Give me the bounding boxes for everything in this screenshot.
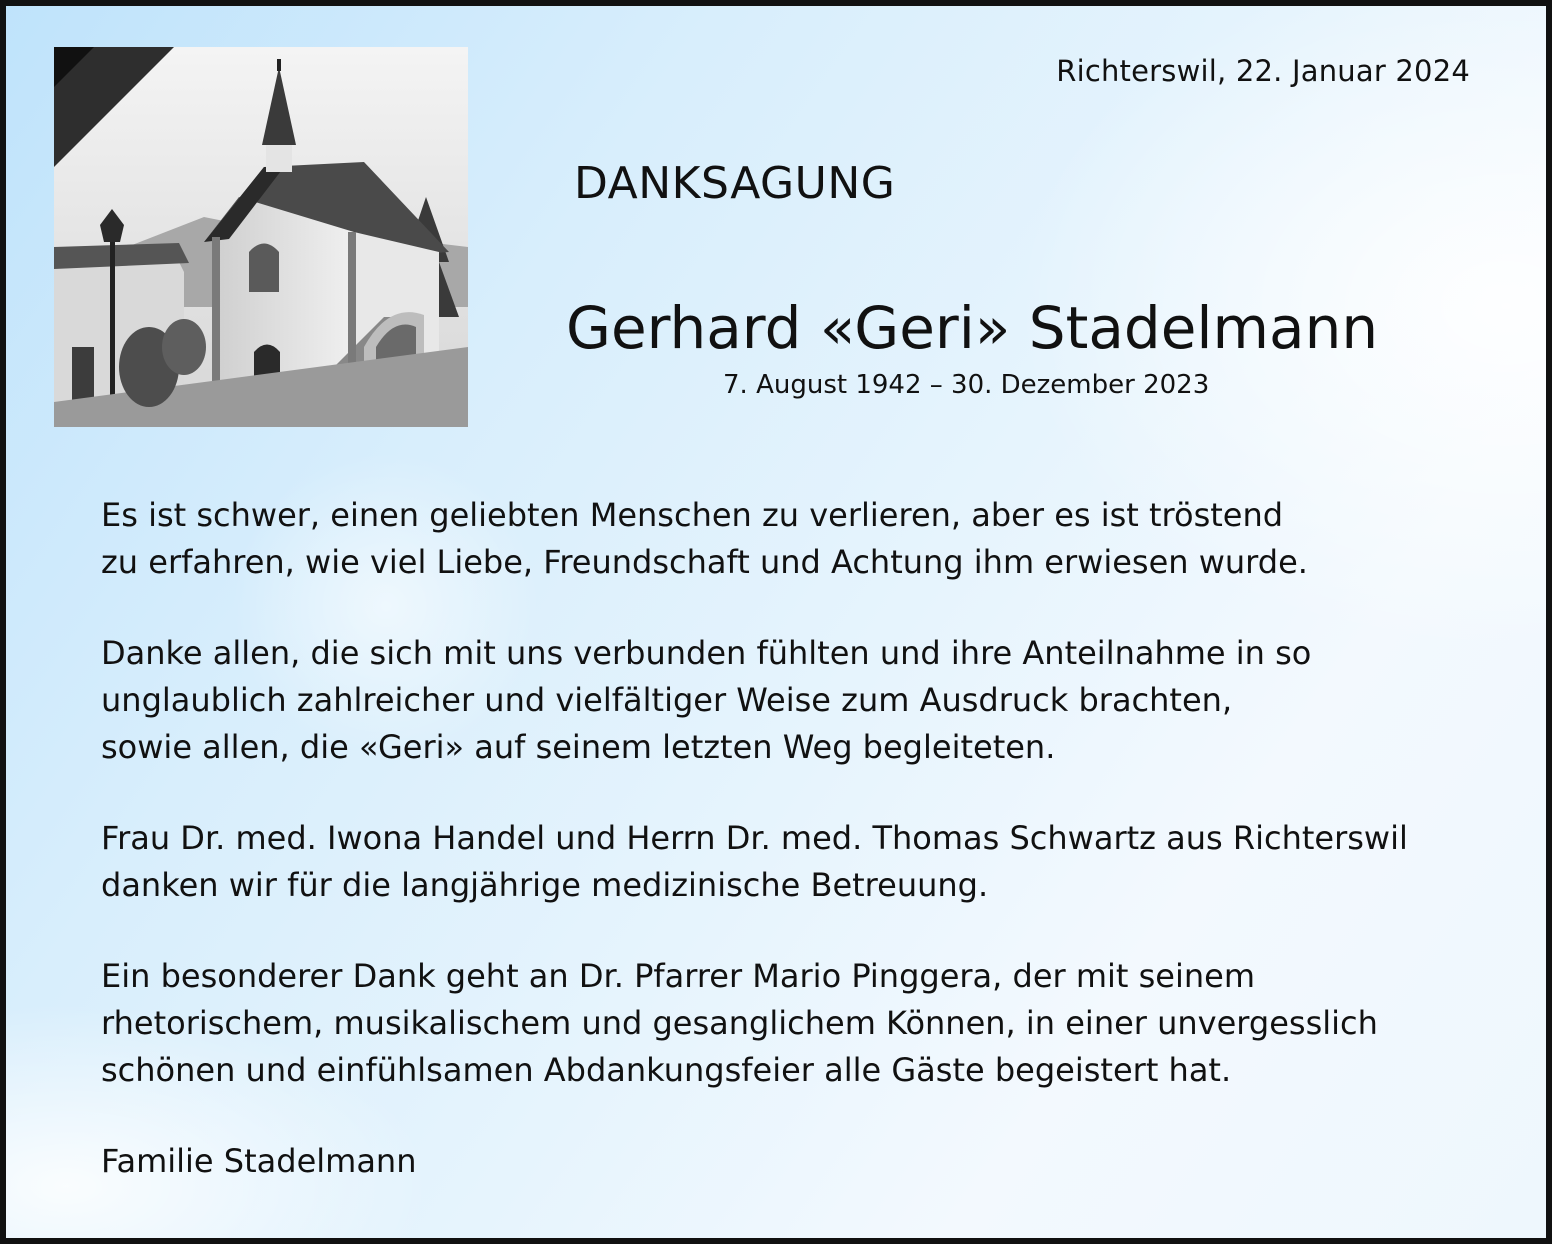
paragraph-line: sowie allen, die «Geri» auf seinem letzten Weg begleiteten. xyxy=(101,728,1056,766)
paragraph-line: Frau Dr. med. Iwona Handel und Herrn Dr. med. Thomas Schwartz aus Richterswil xyxy=(101,819,1408,857)
heading-danksagung: DANKSAGUNG xyxy=(574,158,896,209)
paragraph-line: unglaublich zahlreicher und vielfältiger Weise zum Ausdruck brachten, xyxy=(101,681,1233,719)
life-dates: 7. August 1942 – 30. Dezember 2023 xyxy=(723,370,1210,400)
chapel-photo xyxy=(54,47,468,427)
paragraph-line: Ein besonderer Dank geht an Dr. Pfarrer Mario Pinggera, der mit seinem xyxy=(101,957,1255,995)
paragraph-4 xyxy=(101,953,1521,1094)
paragraph-line: zu erfahren, wie viel Liebe, Freundschaft und Achtung ihm erwiesen wurde. xyxy=(101,543,1308,581)
paragraph-line: danken wir für die langjährige medizinische Betreuung. xyxy=(101,866,989,904)
paragraph-line: schönen und einfühlsamen Abdankungsfeier alle Gäste begeistert hat. xyxy=(101,1051,1232,1089)
paragraph-line: rhetorischem, musikalischem und gesanglichem Können, in einer unvergesslich xyxy=(101,1004,1378,1042)
place-date: Richterswil, 22. Januar 2024 xyxy=(1056,54,1470,88)
message-body xyxy=(101,492,1521,1185)
deceased-name: Gerhard «Geri» Stadelmann xyxy=(566,294,1379,362)
paragraph-line: Danke allen, die sich mit uns verbunden fühlten und ihre Anteilnahme in so xyxy=(101,634,1312,672)
paragraph-1 xyxy=(101,492,1521,586)
paragraph-3 xyxy=(101,815,1521,909)
paragraph-2 xyxy=(101,630,1521,771)
signature: Familie Stadelmann xyxy=(101,1142,417,1180)
paragraph-line: Es ist schwer, einen geliebten Menschen zu verlieren, aber es ist tröstend xyxy=(101,496,1284,534)
